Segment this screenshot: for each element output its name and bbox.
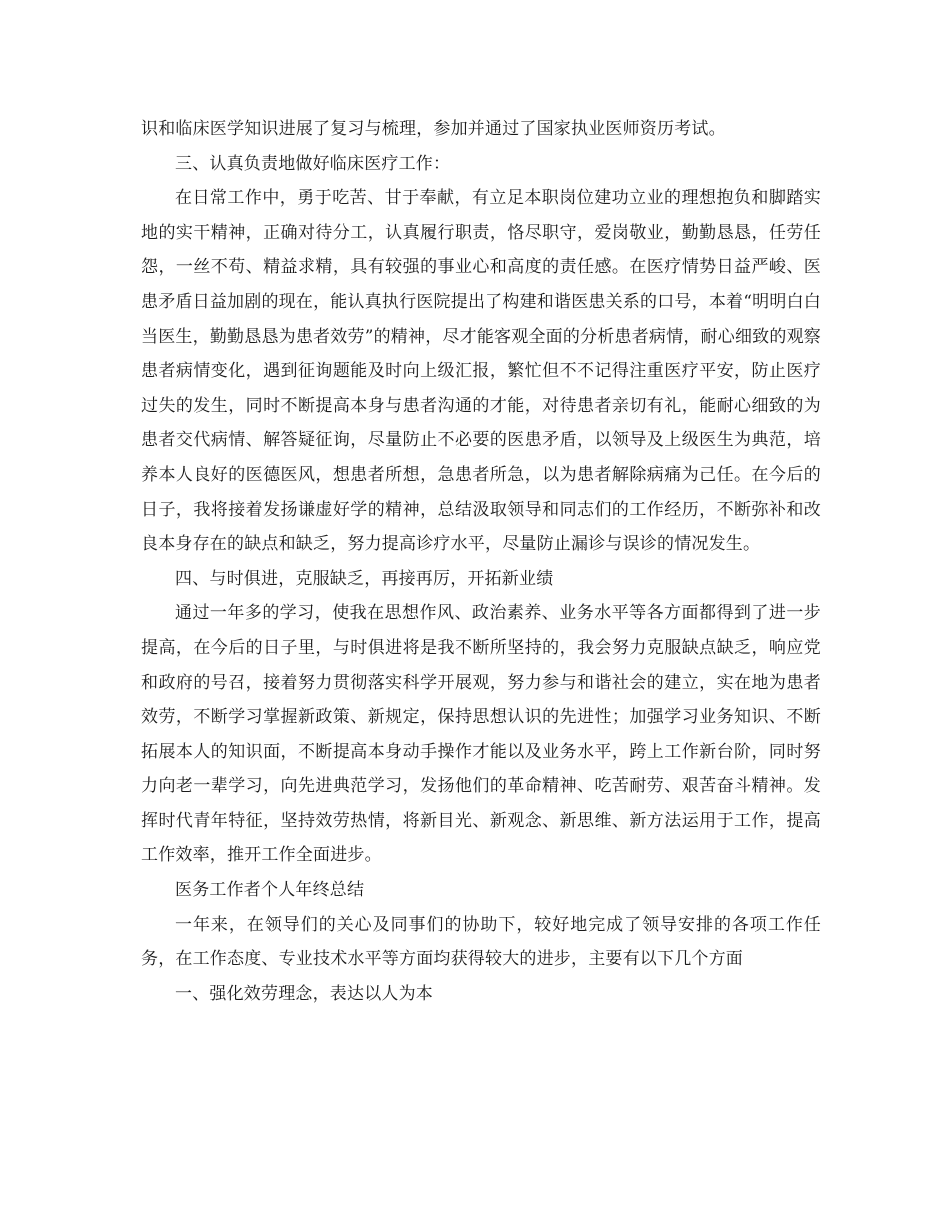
document-subtitle: 医务工作者个人年终总结 — [175, 880, 365, 901]
document-body — [141, 112, 821, 1011]
section-heading-4: 四、与时俱进，克服缺乏，再接再厉，开拓新业绩 — [175, 568, 554, 589]
section-heading-1: 一、强化效劳理念，表达以人为本 — [175, 983, 433, 1004]
paragraph-clinical-work: 在日常工作中，勇于吃苦、甘于奉献，有立足本职岗位建功立业的理想抱负和脚踏实地的实干精神，正确对待分工，认真履行职责，恪尽职守，爱岗敬业，勤勤恳恳，任劳任怨，一丝不苟、精益求精，具有较强的事业心和高度的责任感。在医疗情势日益严峻、医患矛盾日益加剧的现在，能认真执行医院提出了构建和谐医患关系的口号，本着“明明白白当医生，勤勤恳恳为患者效劳”的精神，尽才能客观全面的分析患者病情，耐心细致的观察患者病情变化，遇到征询题能及时向上级汇报，繁忙但不不记得注重医疗平安，防止医疗过失的发生，同时不断提高本身与患者沟通的才能，对待患者亲切有礼，能耐心细致的为患者交代病情、解答疑征询，尽量防止不必要的医患矛盾，以领导及上级医生为典范，培养本人良好的医德医风，想患者所想，急患者所急，以为患者解除病痛为己任。在今后的日子，我将接着发扬谦虚好学的精神，总结汲取领导和同志们的工作经历，不断弥补和改良本身存在的缺点和缺乏，努力提高诊疗水平，尽量防止漏诊与误诊的情况发生。 — [141, 188, 821, 555]
paragraph-continuation: 识和临床医学知识进展了复习与梳理，参加并通过了国家执业医师资历考试。 — [141, 119, 726, 139]
paragraph-progress: 通过一年多的学习，使我在思想作风、政治素养、业务水平等各方面都得到了进一步提高，在今后的日子里，与时俱进将是我不断所坚持的，我会努力克服缺点缺乏，响应党和政府的号召，接着努力贯彻落实科学开展观，努力参与和谐社会的建立，实在地为患者效劳，不断学习掌握新政策、新规定，保持思想认识的先进性；加强学习业务知识、不断拓展本人的知识面，不断提高本身动手操作才能以及业务水平，跨上工作新台阶，同时努力向老一辈学习，向先进典范学习，发扬他们的革命精神、吃苦耐劳、艰苦奋斗精神。发挥时代青年特征，坚持效劳热情，将新目光、新观念、新思维、新方法运用于工作，提高工作效率，推开工作全面进步。 — [141, 603, 821, 866]
section-heading-3: 三、认真负责地做好临床医疗工作： — [175, 153, 451, 174]
paragraph-intro: 一年来，在领导们的关心及同事们的协助下，较好地完成了领导安排的各项工作任务，在工作态度、专业技术水平等方面均获得较大的进步，主要有以下几个方面 — [141, 914, 821, 970]
